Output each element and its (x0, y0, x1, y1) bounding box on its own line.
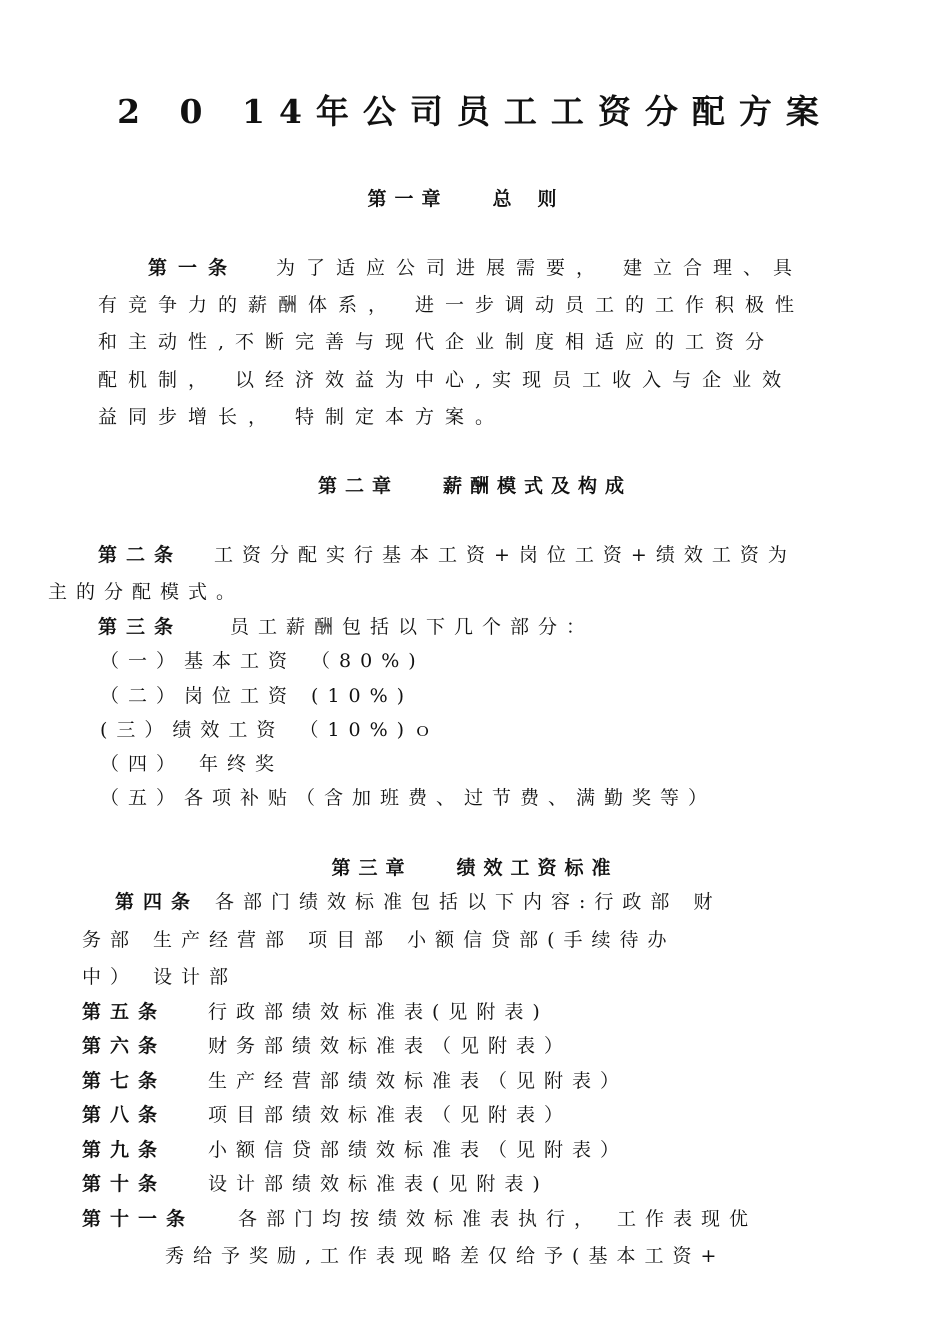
article-label: 第七条 (82, 1070, 167, 1092)
chapter-2-heading (0, 473, 950, 499)
chapter-name: 总则 (492, 188, 583, 210)
article-11-line-1 (82, 1207, 757, 1231)
article-4-line-1 (115, 890, 721, 914)
list-item: （四） 年终奖 (100, 753, 284, 775)
article-label: 第四条 (115, 891, 200, 913)
article-label: 第三条 (98, 616, 183, 638)
article-label: 第九条 (82, 1139, 167, 1161)
article-text: 各部门绩效标准包括以下内容:行政部 财 (215, 891, 722, 913)
article-text: 工资分配实行基本工资+岗位工资+绩效工资为 (214, 544, 796, 566)
article-1-line-5: 益同步增长， 特制定本方案。 (98, 406, 506, 428)
list-item: （二）岗位工资 (10%) (100, 685, 414, 707)
list-item: （五）各项补贴（含加班费、过节费、满勤奖等） (100, 787, 717, 809)
chapter-name: 绩效工资标准 (456, 857, 619, 879)
chapter-1-heading (0, 186, 950, 212)
article-text: 财务部绩效标准表（见附表） (208, 1035, 573, 1057)
article-label: 第十条 (82, 1173, 167, 1195)
article-2-line-1 (98, 543, 796, 567)
article-9 (82, 1138, 628, 1162)
article-1-line-3: 和主动性,不断完善与现代企业制度相适应的工资分 (98, 331, 776, 353)
article-4-line-2: 务部 生产经营部 项目部 小额信贷部(手续待办 (82, 929, 676, 951)
article-1-line-4: 配机制， 以经济效益为中心,实现员工收入与企业效 (98, 369, 793, 391)
article-text: 为了适应公司进展需要， 建立合理、具 (276, 257, 804, 279)
chapter-number: 第三章 (331, 857, 413, 879)
article-7 (82, 1069, 628, 1093)
document-title: 2 0 14年公司员工工资分配方案 (117, 92, 833, 131)
chapter-name: 薪酬模式及构成 (443, 475, 633, 497)
article-2-line-2: 主的分配模式。 (48, 581, 245, 603)
article-label: 第八条 (82, 1104, 167, 1126)
chapter-3-heading (0, 855, 950, 881)
article-label: 第五条 (82, 1001, 167, 1023)
article-4-line-3: 中） 设计部 (82, 966, 238, 988)
article-text: 行政部绩效标准表(见附表) (208, 1001, 549, 1023)
article-text: 项目部绩效标准表（见附表） (208, 1104, 573, 1126)
article-label: 第一条 (148, 257, 239, 279)
article-1-line-2: 有竞争力的薪酬体系， 进一步调动员工的工作积极性 (98, 294, 806, 316)
article-6 (82, 1034, 572, 1058)
article-text: 员工薪酬包括以下几个部分： (230, 616, 595, 638)
article-text: 生产经营部绩效标准表（见附表） (208, 1070, 629, 1092)
article-label: 第六条 (82, 1035, 167, 1057)
article-11-line-2: 秀给予奖励,工作表现略差仅给予(基本工资+ (165, 1245, 726, 1267)
list-item: （一）基本工资 （80%) (100, 650, 425, 672)
article-10 (82, 1172, 549, 1196)
article-1-line-1 (148, 256, 803, 280)
list-item: (三）绩效工资 （10%)ｏ (100, 719, 442, 741)
article-text: 各部门均按绩效标准表执行， 工作表现优 (238, 1208, 758, 1230)
article-text: 小额信贷部绩效标准表（见附表） (208, 1139, 629, 1161)
article-3-line-1 (98, 615, 594, 639)
article-8 (82, 1103, 572, 1127)
chapter-number: 第一章 (367, 188, 449, 210)
article-label: 第二条 (98, 544, 183, 566)
article-label: 第十一条 (82, 1208, 195, 1230)
article-text: 设计部绩效标准表(见附表) (208, 1173, 549, 1195)
article-5 (82, 1000, 549, 1024)
chapter-number: 第二章 (317, 475, 399, 497)
